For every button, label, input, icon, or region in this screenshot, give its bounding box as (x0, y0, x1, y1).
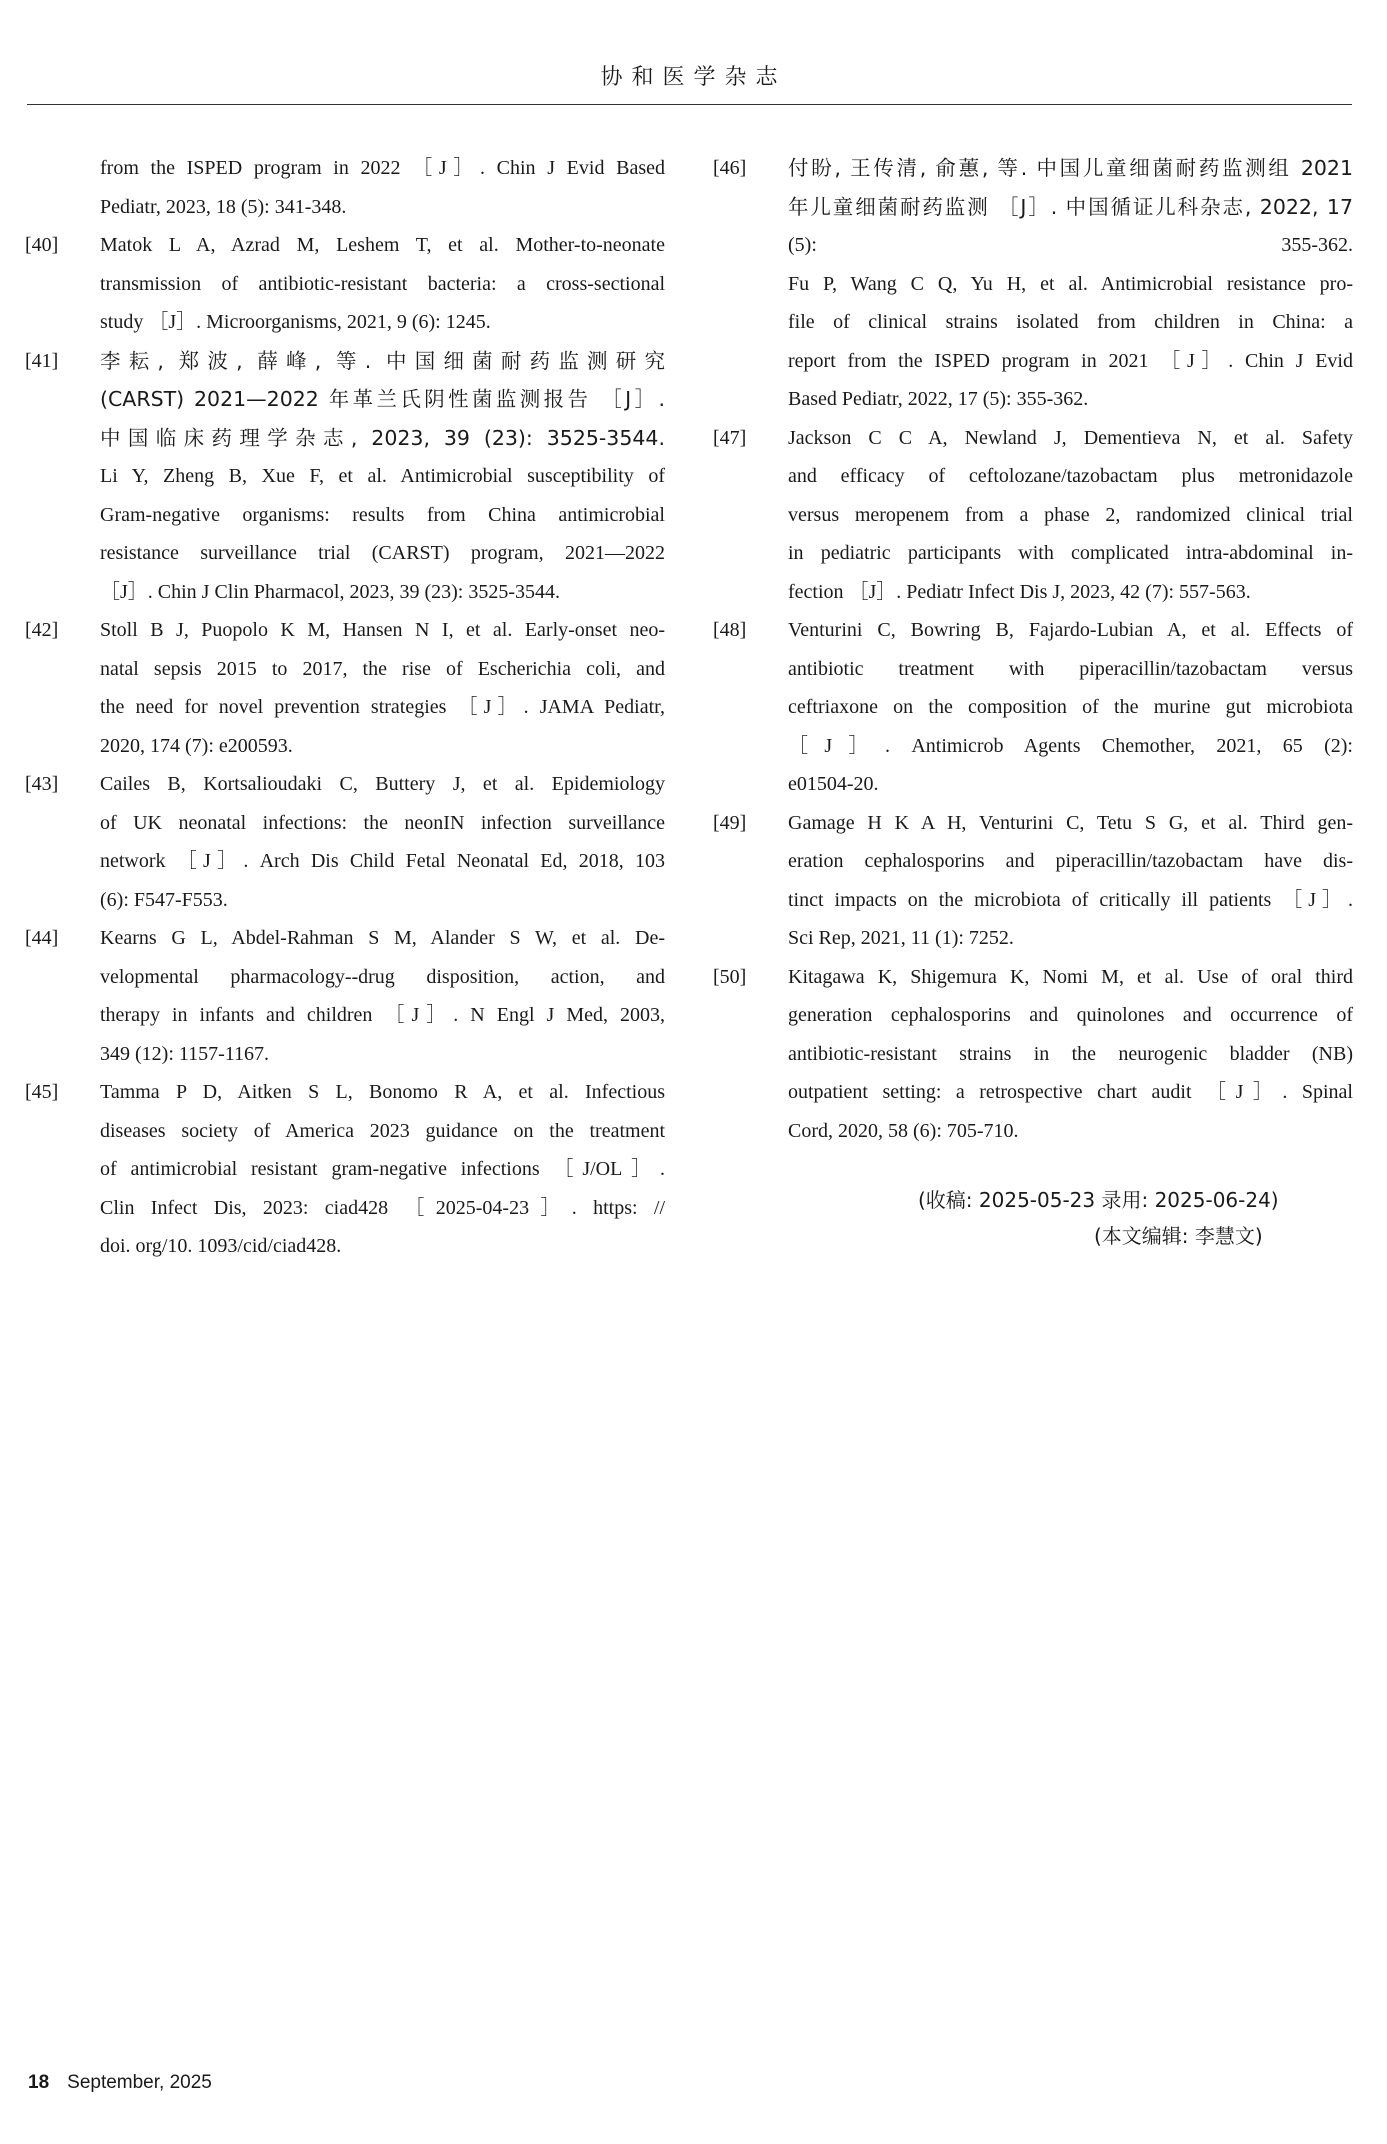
reference-text (788, 419, 1353, 612)
reference-line: natal sepsis 2015 to 2017, the rise of Escherichia coli, and (100, 657, 665, 680)
reference-line: outpatient setting: a retrospective chart audit ［J］. Spinal (788, 1081, 1353, 1103)
reference-line: Fu P, Wang C Q, Yu H, et al. Antimicrobial resistance pro- (788, 272, 1353, 295)
reference-number: [42] (25, 619, 59, 641)
reference-text (788, 958, 1353, 1151)
reference-line: generation cephalosporins and quinolones and occurrence of (788, 1004, 1353, 1026)
reference-line: Based Pediatr, 2022, 17 (5): 355-362. (788, 388, 1089, 410)
reference-line: Gamage H K A H, Venturini C, Tetu S G, et al. Third gen- (788, 811, 1353, 834)
reference-text (100, 149, 665, 226)
reference-line: tinct impacts on the microbiota of critically ill patients ［J］. (788, 888, 1353, 911)
reference-text (788, 149, 1353, 419)
reference-line: Li Y, Zheng B, Xue F, et al. Antimicrobial susceptibility of (100, 465, 665, 487)
reference-line: 李耘, 郑波, 薛峰, 等. 中国细菌耐药监测研究 (100, 348, 665, 373)
reference-column-left (25, 149, 665, 1266)
reference-line: Gram-negative organisms: results from China antimicrobial (100, 503, 665, 526)
reference-line: report from the ISPED program in 2021 ［J］. Chin J Evid (788, 349, 1353, 372)
reference-line: study ［J］. Microorganisms, 2021, 9 (6): 1245. (100, 311, 491, 333)
reference-number: [45] (25, 1081, 59, 1103)
reference-number: [44] (25, 927, 59, 949)
reference-line: the need for novel prevention strategies ［J］. JAMA Pediatr, (100, 696, 665, 718)
reference-line: resistance surveillance trial (CARST) program, 2021—2022 (100, 542, 665, 564)
reference-line: (CARST) 2021—2022 年革兰氏阴性菌监测报告 ［J］. (100, 387, 665, 411)
reference-entry (25, 765, 665, 919)
reference-line: Stoll B J, Puopolo K M, Hansen N I, et al. Early-onset neo- (100, 619, 665, 641)
reference-line: 付盼, 王传清, 俞蕙, 等. 中国儿童细菌耐药监测组 2021 (788, 156, 1353, 180)
reference-line: ［J］. Chin J Clin Pharmacol, 2023, 39 (23): 3525-3544. (100, 580, 560, 603)
reference-number: [43] (25, 773, 59, 795)
reference-line: versus meropenem from a phase 2, randomized clinical trial (788, 503, 1353, 526)
reference-line: Venturini C, Bowring B, Fajardo-Lubian A, et al. Effects of (788, 619, 1353, 641)
reference-line: 2020, 174 (7): e200593. (100, 734, 293, 757)
reference-line: file of clinical strains isolated from children in China: a (788, 311, 1353, 333)
reference-line: (6): F547-F553. (100, 888, 228, 911)
reference-line: doi. org/10. 1093/cid/ciad428. (100, 1235, 342, 1257)
reference-line: network ［J］. Arch Dis Child Fetal Neonatal Ed, 2018, 103 (100, 850, 665, 872)
reference-line: velopmental pharmacology--drug disposition, action, and (100, 965, 665, 988)
header-divider (27, 104, 1352, 105)
reference-line: 中国临床药理学杂志, 2023, 39 (23): 3525-3544. (100, 425, 665, 450)
journal-title: 协和医学杂志 (600, 65, 787, 90)
reference-entry (713, 804, 1353, 958)
reference-number: [46] (713, 157, 747, 179)
page-footer (28, 2072, 212, 2094)
reference-line: diseases society of America 2023 guidance on the treatment (100, 1119, 665, 1142)
reference-text (100, 342, 665, 612)
reference-entry (25, 1073, 665, 1266)
reference-line: Clin Infect Dis, 2023: ciad428 ［2025-04-23］. https: // (100, 1196, 665, 1219)
reference-text (100, 1073, 665, 1266)
reference-column-right (713, 149, 1353, 1150)
reference-line: Pediatr, 2023, 18 (5): 341-348. (100, 195, 347, 218)
reference-entry (25, 149, 665, 226)
reference-line: Sci Rep, 2021, 11 (1): 7252. (788, 927, 1014, 949)
received-accepted-dates: (收稿: 2025-05-23 录用: 2025-06-24) (918, 1188, 1279, 1212)
reference-text (788, 804, 1353, 958)
reference-line: fection ［J］. Pediatr Infect Dis J, 2023, 42 (7): 557-563. (788, 580, 1251, 603)
reference-line: in pediatric participants with complicated intra-abdominal in- (788, 542, 1353, 564)
reference-number: [47] (713, 426, 747, 449)
reference-number: [48] (713, 619, 747, 641)
reference-entry (25, 611, 665, 765)
reference-line: antibiotic-resistant strains in the neurogenic bladder (NB) (788, 1042, 1353, 1065)
reference-text (100, 611, 665, 765)
reference-line: of UK neonatal infections: the neonIN infection surveillance (100, 811, 665, 834)
reference-entry (713, 149, 1353, 419)
reference-text (100, 919, 665, 1073)
reference-number: [50] (713, 965, 747, 988)
reference-entry (25, 919, 665, 1073)
reference-line: eration cephalosporins and piperacillin/tazobactam have dis- (788, 850, 1353, 872)
reference-line: Cord, 2020, 58 (6): 705-710. (788, 1119, 1019, 1142)
reference-text (100, 226, 665, 342)
reference-line: antibiotic treatment with piperacillin/tazobactam versus (788, 657, 1353, 680)
reference-number: [40] (25, 234, 59, 256)
reference-line: ［J］. Antimicrob Agents Chemother, 2021, 65 (2): (788, 734, 1353, 757)
reference-line: therapy in infants and children ［J］. N Engl J Med, 2003, (100, 1004, 665, 1026)
reference-line: transmission of antibiotic-resistant bacteria: a cross-sectional (100, 272, 665, 295)
page-number: 18 (28, 2072, 50, 2093)
reference-number: [41] (25, 349, 59, 372)
reference-line: and efficacy of ceftolozane/tazobactam plus metronidazole (788, 465, 1353, 487)
reference-line: 年儿童细菌耐药监测 ［J］. 中国循证儿科杂志, 2022, 17 (788, 194, 1353, 219)
issue-date: September, 2025 (67, 2072, 212, 2093)
reference-text (788, 611, 1353, 804)
reference-text (100, 765, 665, 919)
reference-line: Tamma P D, Aitken S L, Bonomo R A, et al. Infectious (100, 1081, 665, 1103)
reference-line: Matok L A, Azrad M, Leshem T, et al. Mother-to-neonate (100, 234, 665, 256)
reference-line: from the ISPED program in 2022 ［J］. Chin J Evid Based (100, 157, 665, 179)
reference-line: Cailes B, Kortsalioudaki C, Buttery J, et al. Epidemiology (100, 773, 665, 795)
reference-line: Kearns G L, Abdel-Rahman S M, Alander S W, et al. De- (100, 927, 665, 949)
reference-entry (713, 611, 1353, 804)
reference-line: of antimicrobial resistant gram-negative infections ［J/OL］. (100, 1158, 665, 1180)
reference-line: (5): 355-362. (788, 234, 1353, 256)
reference-line: 349 (12): 1157-1167. (100, 1042, 270, 1065)
reference-number: [49] (713, 811, 747, 834)
reference-line: Jackson C C A, Newland J, Dementieva N, et al. Safety (788, 426, 1353, 449)
reference-line: Kitagawa K, Shigemura K, Nomi M, et al. Use of oral third (788, 965, 1353, 988)
reference-entry (25, 342, 665, 612)
reference-entry (25, 226, 665, 342)
editor-credit: (本文编辑: 李慧文) (1094, 1224, 1263, 1248)
reference-entry (713, 958, 1353, 1151)
reference-entry (713, 419, 1353, 612)
reference-line: e01504-20. (788, 773, 879, 795)
reference-line: ceftriaxone on the composition of the murine gut microbiota (788, 696, 1353, 718)
